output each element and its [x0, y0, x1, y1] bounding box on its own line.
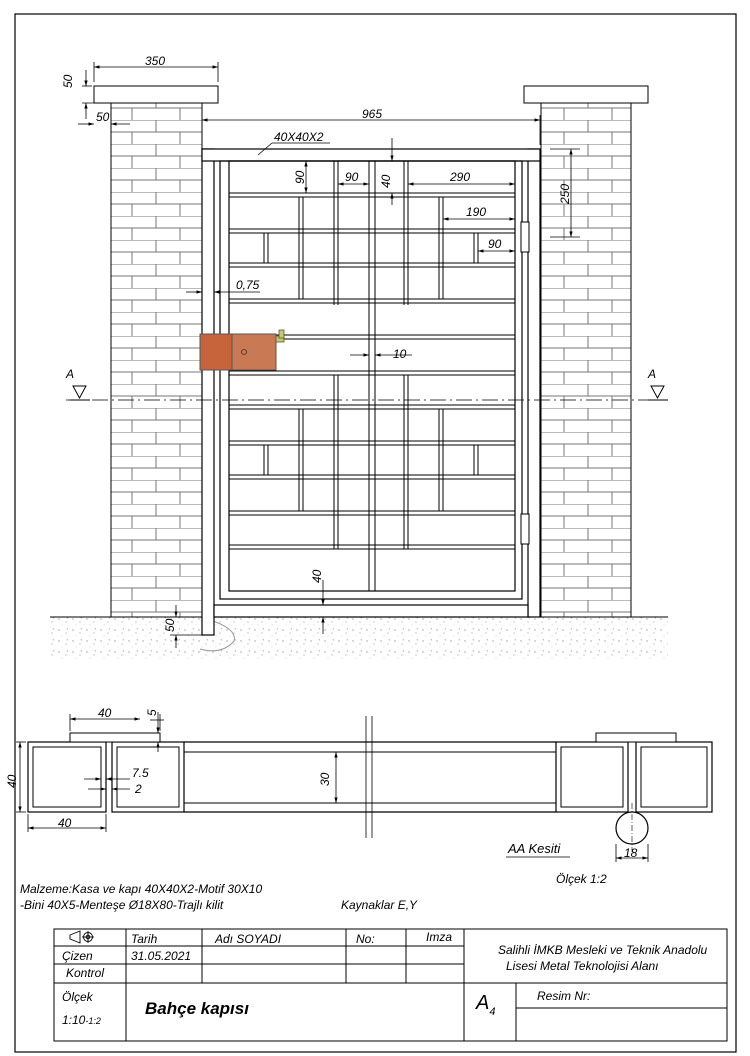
sec-dim-40-top: 40	[98, 706, 112, 720]
tb-scale-main: 1:10	[62, 1013, 86, 1027]
right-pillar	[524, 86, 648, 617]
material-note-line1: Malzeme:Kasa ve kapı 40X40X2-Motif 30X10	[20, 882, 263, 896]
sec-dim-7-5: 7.5	[132, 766, 149, 780]
drawing-title: Bahçe kapısı	[145, 999, 249, 1018]
dim-40-top: 40	[379, 174, 393, 188]
tb-col-date: Tarih	[131, 932, 158, 946]
tb-col-no: No:	[356, 932, 375, 946]
dim-190: 190	[466, 205, 487, 219]
dim-90-a: 90	[293, 170, 307, 184]
tb-scale-sub: -1:2	[85, 1016, 101, 1026]
sec-dim-30: 30	[318, 772, 332, 786]
dim-cap-overhang: 50	[96, 110, 110, 124]
tb-school-line2: Lisesi Metal Teknolojisi Alanı	[506, 959, 659, 973]
section-scale: Ölçek 1:2	[556, 872, 607, 886]
section-marker-right	[648, 386, 668, 400]
tb-scale-value	[62, 1014, 101, 1026]
paper-size-sub: 4	[489, 1006, 496, 1018]
dim-0-75: 0,75	[236, 278, 260, 292]
tb-col-name: Adı SOYADI	[215, 932, 282, 946]
tb-row-check: Kontrol	[66, 966, 105, 980]
dim-40-bottom: 40	[310, 569, 324, 583]
gate-lock	[200, 330, 284, 370]
section-view	[28, 716, 712, 852]
gate-infill	[229, 161, 515, 591]
section-marker-left	[70, 386, 90, 400]
tb-school-line1: Salihli İMKB Mesleki ve Teknik Anadolu	[498, 943, 708, 957]
projection-icon	[70, 931, 94, 943]
tb-col-sign: Imza	[426, 930, 453, 944]
dim-90-c: 90	[488, 237, 502, 251]
hinge-lower	[521, 514, 529, 544]
dim-10: 10	[393, 347, 407, 361]
material-note-line2: -Bini 40X5-Menteşe Ø18X80-Trajlı kilit	[20, 898, 224, 912]
sec-dim-5: 5	[145, 709, 159, 716]
paper-size-main: A	[476, 992, 490, 1014]
gate-frame	[202, 149, 540, 635]
ground-soil	[50, 617, 668, 661]
dim-250: 250	[558, 183, 572, 204]
paper-size	[476, 993, 495, 1018]
left-pillar	[94, 86, 218, 617]
tb-row-drawn: Çizen	[62, 949, 93, 963]
sec-dim-40-left: 40	[5, 774, 19, 788]
tb-drawn-date: 31.05.2021	[131, 949, 192, 963]
dim-cap-width: 350	[145, 54, 166, 68]
hinge-upper	[521, 222, 529, 252]
section-marker-left-label: A	[66, 367, 75, 381]
section-title: AA Kesiti	[508, 841, 561, 856]
references-note: Kaynaklar E,Y	[341, 898, 418, 912]
sec-dim-40-bottom: 40	[58, 816, 72, 830]
dim-profile: 40X40X2	[274, 130, 324, 144]
section-marker-right-label: A	[648, 367, 657, 381]
dim-gate-width: 965	[362, 107, 383, 121]
dim-90-b: 90	[345, 170, 359, 184]
tb-drawing-no-label: Resim Nr:	[537, 989, 591, 1003]
dim-cap-height: 50	[61, 74, 75, 88]
sec-dim-18: 18	[624, 846, 638, 860]
dim-290: 290	[450, 170, 471, 184]
dim-50-ground: 50	[163, 618, 177, 632]
tb-scale-label: Ölçek	[62, 990, 93, 1004]
sec-dim-2: 2	[135, 782, 142, 796]
